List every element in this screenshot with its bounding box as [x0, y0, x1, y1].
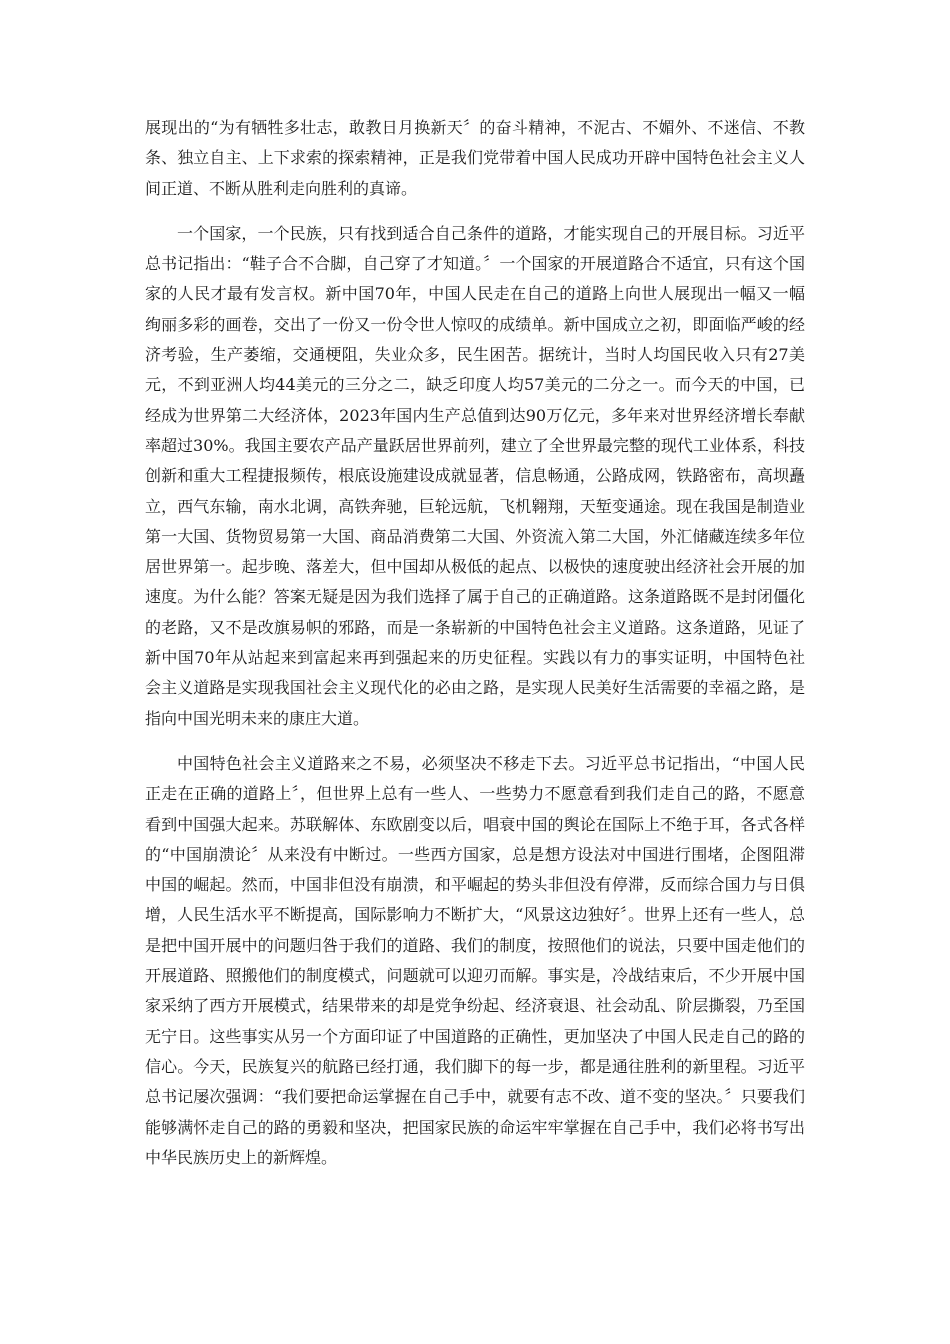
document-body [145, 113, 805, 1173]
paragraph-1: 展现出的“为有牺牲多壮志，敢教日月换新天〞的奋斗精神，不泥古、不媚外、不迷信、不教条、独立自主、上下求索的探索精神，正是我们党带着中国人民成功开辟中国特色社会主义人间正道、不断从胜利走向胜利的真谛。 [145, 118, 805, 198]
paragraph-3: 中国特色社会主义道路来之不易，必须坚决不移走下去。习近平总书记指出，“中国人民正走在正确的道路上〞，但世界上总有一些人、一些势力不愿意看到我们走自己的路，不愿意看到中国强大起来。苏联解体、东欧剧变以后，唱衰中国的舆论在国际上不绝于耳，各式各样的“中国崩溃论〞从来没有中断过。一些西方国家，总是想方设法对中国进行围堵，企图阻滞中国的崛起。然而，中国非但没有崩溃，和平崛起的势头非但没有停滞，反而综合国力与日俱增，人民生活水平不断提高，国际影响力不断扩大，“风景这边独好〞。世界上还有一些人，总是把中国开展中的问题归咎于我们的道路、我们的制度，按照他们的说法，只要中国走他们的开展道路、照搬他们的制度模式，问题就可以迎刃而解。事实是，冷战结束后，不少开展中国家采纳了西方开展模式，结果带来的却是党争纷起、经济衰退、社会动乱、阶层撕裂，乃至国无宁日。这些事实从另一个方面印证了中国道路的正确性，更加坚决了中国人民走自己的路的信心。今天，民族复兴的航路已经打通，我们脚下的每一步，都是通往胜利的新里程。习近平总书记屡次强调：“我们要把命运掌握在自己手中，就要有志不改、道不变的坚决。〞只要我们能够满怀走自己的路的勇毅和坚决，把国家民族的命运牢牢掌握在自己手中，我们必将书写出中华民族历史上的新辉煌。 [145, 753, 805, 1167]
paragraph-2: 一个国家，一个民族，只有找到适合自己条件的道路，才能实现自己的开展目标。习近平总书记指出：“鞋子合不合脚，自己穿了才知道。〞一个国家的开展道路合不适宜，只有这个国家的人民才最有发言权。新中国70年，中国人民走在自己的道路上向世人展现出一幅又一幅绚丽多彩的画卷，交出了一份又一份令世人惊叹的成绩单。新中国成立之初，即面临严峻的经济考验，生产萎缩，交通梗阻，失业众多，民生困苦。据统计，当时人均国民收入只有27美元，不到亚洲人均44美元的三分之二，缺乏印度人均57美元的二分之一。而今天的中国，已经成为世界第二大经济体，2023年国内生产总值到达90万亿元，多年来对世界经济增长奉献率超过30%。我国主要农产品产量跃居世界前列，建立了全世界最完整的现代工业体系，科技创新和重大工程捷报频传，根底设施建设成就显著，信息畅通，公路成网，铁路密布，高坝矗立，西气东输，南水北调，高铁奔驰，巨轮远航，飞机翱翔，天堑变通途。现在我国是制造业第一大国、货物贸易第一大国、商品消费第二大国、外资流入第二大国，外汇储藏连续多年位居世界第一。起步晚、落差大，但中国却从极低的起点、以极快的速度驶出经济社会开展的加速度。为什么能？答案无疑是因为我们选择了属于自己的正确道路。这条道路既不是封闭僵化的老路，又不是改旗易帜的邪路，而是一条崭新的中国特色社会主义道路。这条道路，见证了新中国70年从站起来到富起来再到强起来的历史征程。实践以有力的事实证明，中国特色社会主义道路是实现我国社会主义现代化的必由之路，是实现人民美好生活需要的幸福之路，是指向中国光明未来的康庄大道。 [145, 223, 805, 728]
